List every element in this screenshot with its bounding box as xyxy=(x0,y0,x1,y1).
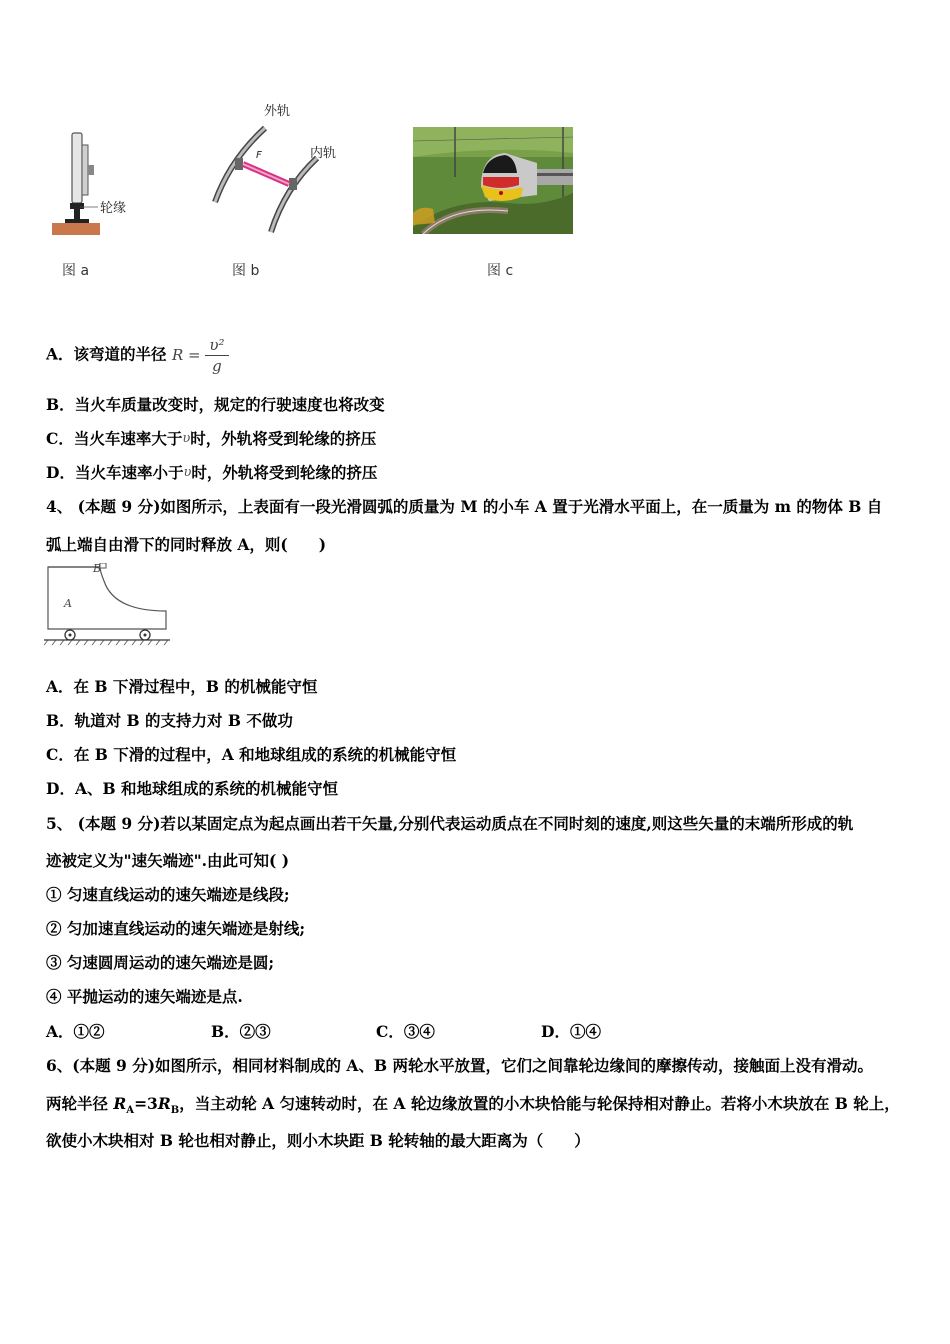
figure-a xyxy=(50,125,110,240)
q5-statement-3: ③ 匀速圆周运动的速矢端迹是圆; xyxy=(46,953,275,972)
fig-b-inner-label: 内轨 xyxy=(310,146,337,161)
rails-diagram xyxy=(205,120,325,240)
wheel-flange-diagram xyxy=(50,125,160,240)
q3-option-d-symbol: υ xyxy=(183,465,192,480)
fig-b-force-label: F xyxy=(256,150,262,161)
q6-stem-line2 xyxy=(46,1094,900,1121)
radius-a-symbol: R xyxy=(113,1094,127,1113)
q4-figure-label-a: A xyxy=(64,597,72,610)
q4-option-d: D．A、B 和地球组成的系统的机械能守恒 xyxy=(46,779,338,798)
q4-option-c: C．在 B 下滑的过程中，A 和地球组成的系统的机械能守恒 xyxy=(46,745,457,764)
fig-b-outer-label: 外轨 xyxy=(264,104,291,119)
q5-statement-4: ④ 平抛运动的速矢端迹是点. xyxy=(46,987,243,1006)
q6-stem-line3: 欲使小木块相对 B 轮也相对静止，则小木块距 B 轮转轴的最大距离为（ ） xyxy=(46,1131,590,1150)
q3-option-c xyxy=(46,429,376,449)
q4-stem-line2: 弧上端自由滑下的同时释放 A，则( ) xyxy=(46,535,327,554)
fig-a-label: 轮缘 xyxy=(100,201,127,216)
q3-option-a xyxy=(46,335,229,376)
q5-stem-line2: 迹被定义为"速矢端迹".由此可知( ) xyxy=(46,851,290,870)
q3-option-b: B．当火车质量改变时，规定的行驶速度也将改变 xyxy=(46,395,385,414)
q5-statement-2: ② 匀加速直线运动的速矢端迹是射线; xyxy=(46,919,306,938)
q3-option-c-pre: C．当火车速率大于 xyxy=(46,429,183,448)
q3-option-c-post: 时，外轨将受到轮缘的挤压 xyxy=(190,429,377,448)
radius-equation: =3 xyxy=(134,1094,158,1113)
q3-option-a-text: A．该弯道的半径 xyxy=(46,344,167,364)
q5-choice-b: B．②③ xyxy=(211,1022,271,1041)
q6-stem-line1: 6、(本题 9 分)如图所示，相同材料制成的 A、B 两轮水平放置，它们之间靠轮边缘间的摩擦传动，接触面上没有滑动。 xyxy=(46,1056,873,1075)
q4-option-b: B．轨道对 B 的支持力对 B 不做功 xyxy=(46,711,293,730)
fig-a-caption: 图 a xyxy=(62,263,90,279)
q3-option-d xyxy=(46,463,377,483)
q6-line2-rest: ，当主动轮 A 匀速转动时，在 A 轮边缘放置的小木块恰能与轮保持相对静止。若将小木块放在 B 轮上， xyxy=(179,1094,900,1113)
q5-statement-1: ① 匀速直线运动的速矢端迹是线段; xyxy=(46,885,290,904)
fig-b-caption: 图 b xyxy=(232,263,260,279)
q6-line2-start: 两轮半径 xyxy=(46,1094,114,1113)
q5-choice-a: A．①② xyxy=(46,1022,105,1041)
q3-option-c-symbol: υ xyxy=(182,431,191,446)
q4-figure-label-b: B xyxy=(93,562,102,575)
q5-choice-d: D．①④ xyxy=(541,1022,601,1041)
q4-stem-line1: 4、 (本题 9 分)如图所示，上表面有一段光滑圆弧的质量为 M 的小车 A 置于光滑水平面上，在一质量为 m 的物体 B 自 xyxy=(46,497,883,516)
radius-b-subscript: B xyxy=(170,1105,180,1117)
figure-c xyxy=(413,127,573,234)
formula-fraction xyxy=(205,335,228,376)
radius-b-symbol: R xyxy=(157,1094,171,1113)
q5-stem-line1: 5、 (本题 9 分)若以某固定点为起点画出若干矢量,分别代表运动质点在不同时刻的速度,则这些矢量的末端所形成的轨 xyxy=(46,814,854,833)
fig-c-caption: 图 c xyxy=(487,263,514,279)
formula-denominator: g xyxy=(212,357,222,375)
q3-option-d-pre: D．当火车速率小于 xyxy=(46,463,184,482)
figure-b xyxy=(205,120,325,240)
q4-option-a: A．在 B 下滑过程中，B 的机械能守恒 xyxy=(46,677,318,696)
formula-numerator: υ² xyxy=(205,335,228,356)
q3-option-d-post: 时，外轨将受到轮缘的挤压 xyxy=(191,463,378,482)
train-photo xyxy=(413,127,573,234)
radius-a-subscript: A xyxy=(126,1105,135,1117)
formula-radius xyxy=(171,336,229,375)
formula-lhs: R = xyxy=(171,345,201,364)
q5-choice-c: C．③④ xyxy=(376,1022,435,1041)
